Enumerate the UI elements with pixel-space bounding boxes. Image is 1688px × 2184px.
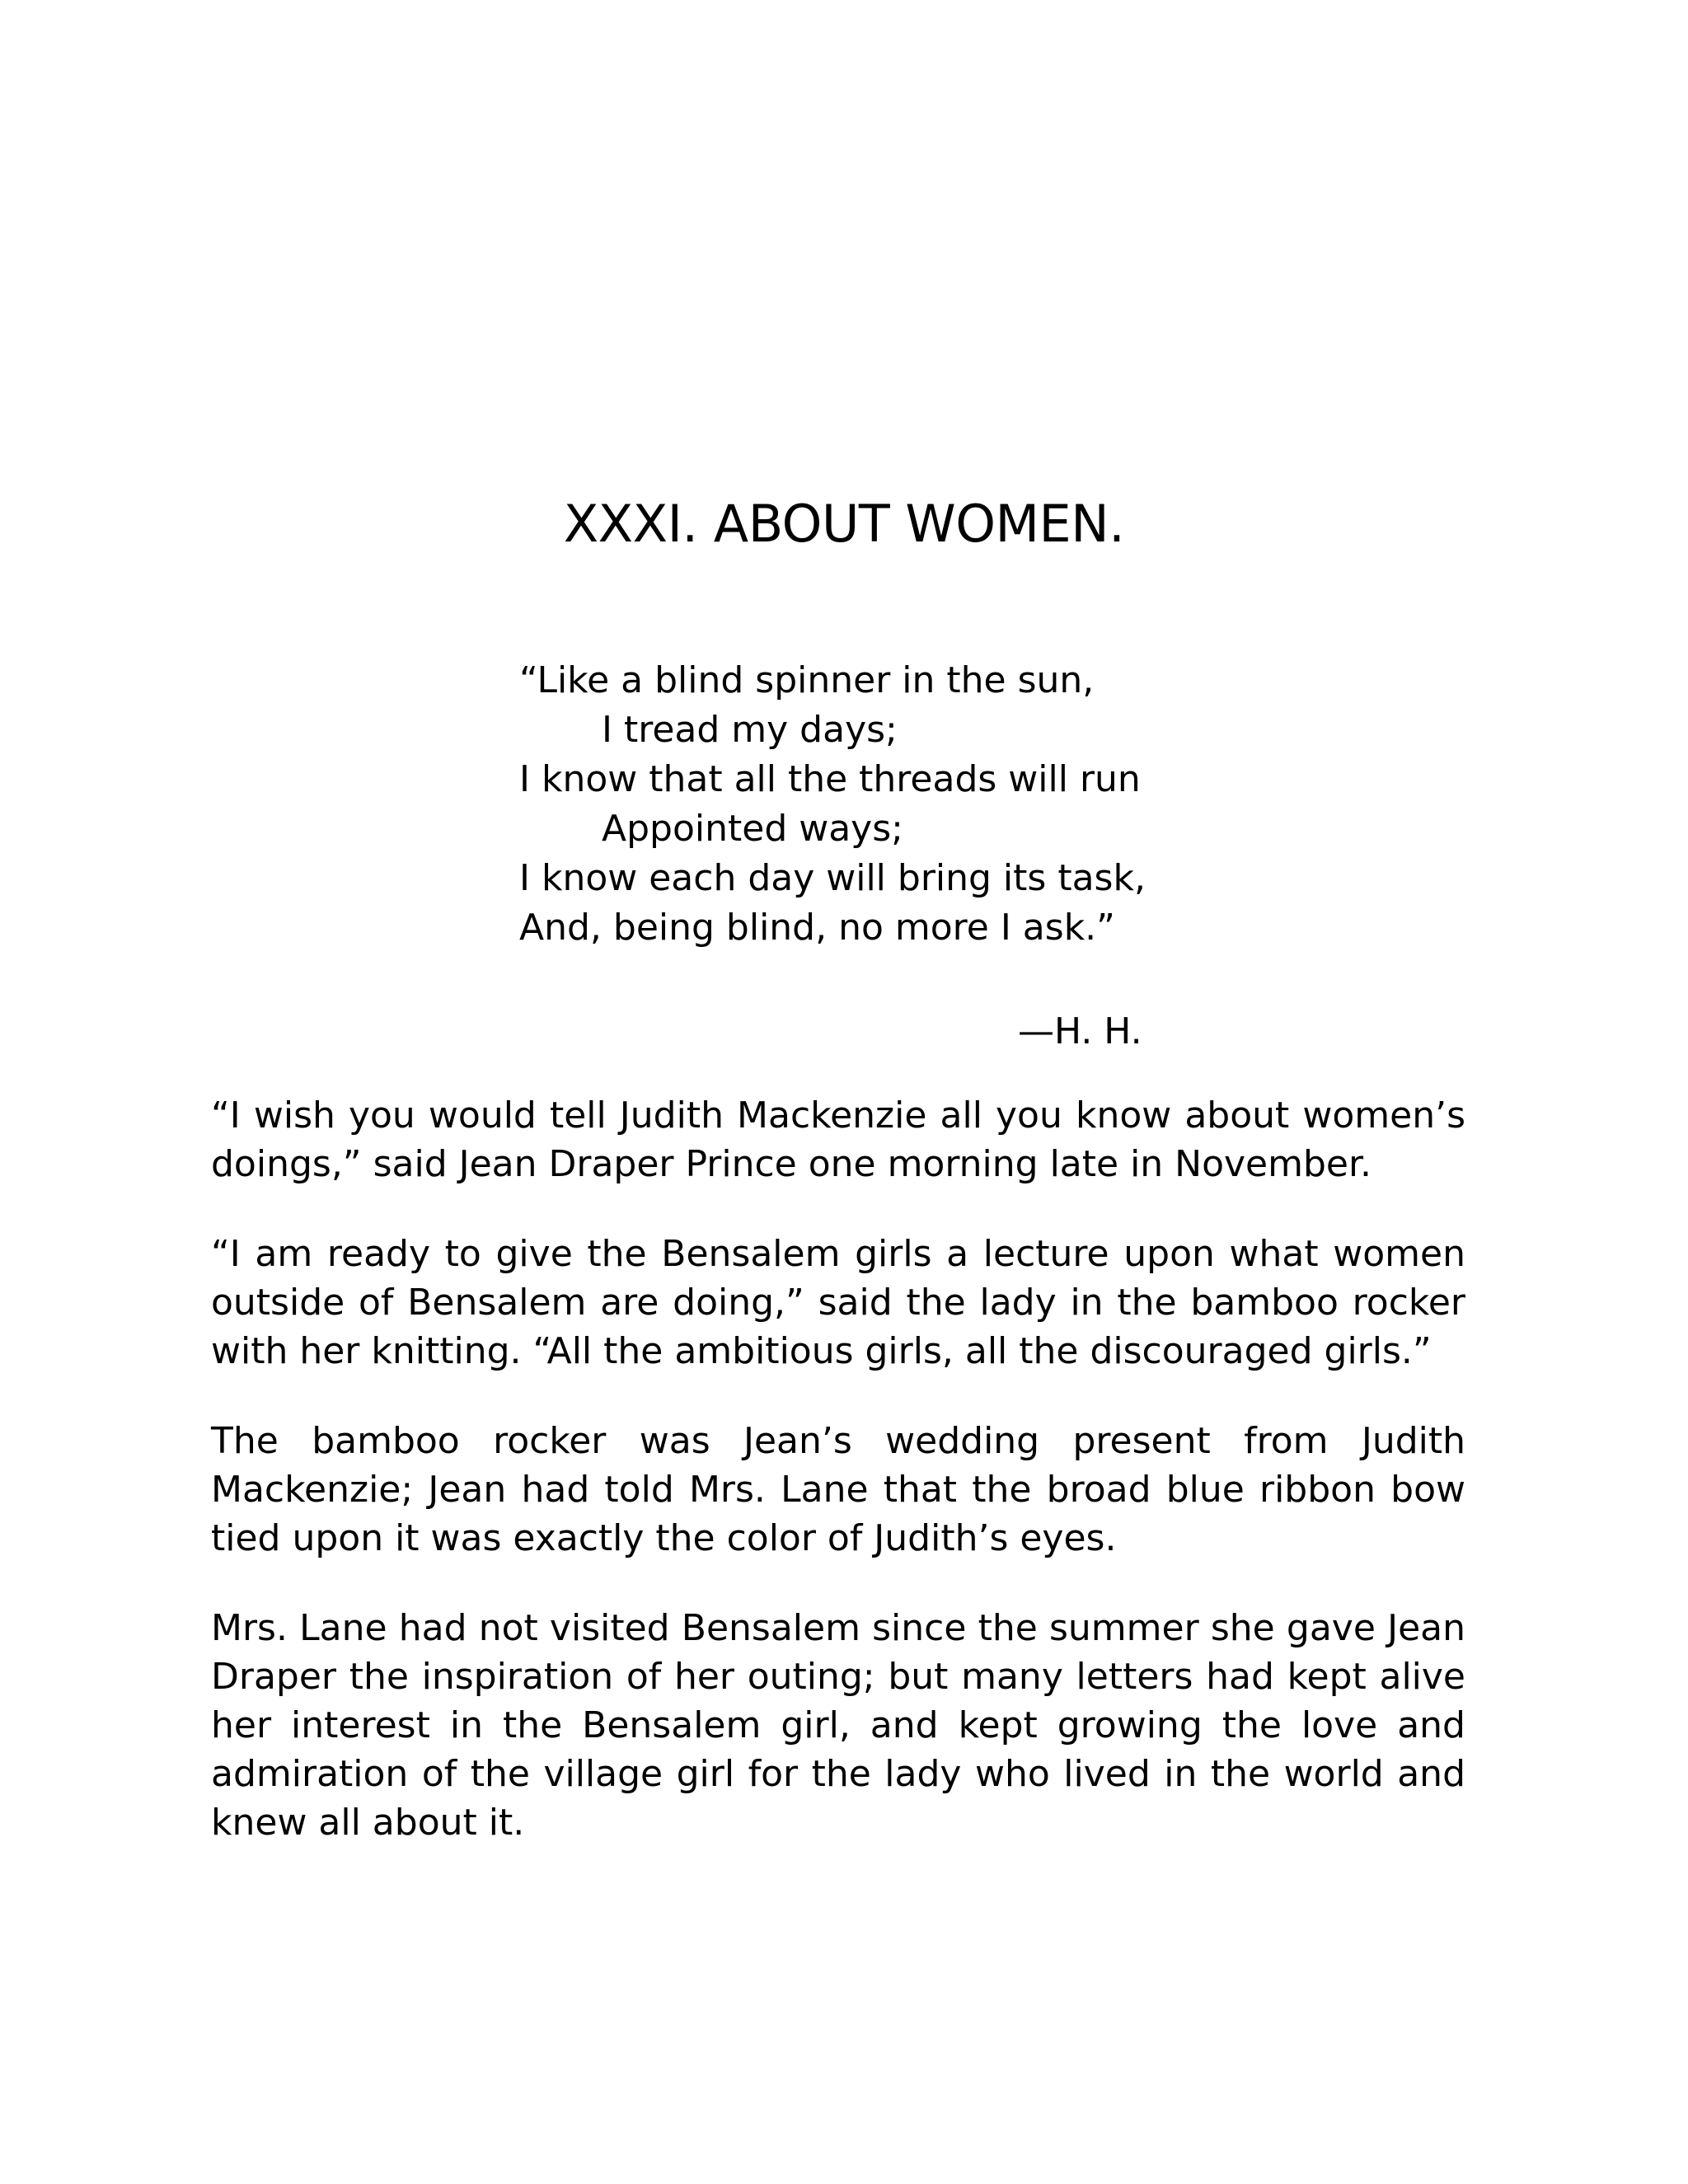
- body-paragraph: “I am ready to give the Bensalem girls a lecture upon what women outside of Bensalem are doing,” said the lady in the bamboo rocker with her knitting. “All the ambitious girls, all the discouraged girls.”: [211, 1233, 1465, 1372]
- epigraph-line: “Like a blind spinner in the sun,: [519, 659, 1095, 701]
- epigraph-line: I tread my days;: [602, 709, 898, 751]
- chapter-title: XXXI. ABOUT WOMEN.: [563, 494, 1125, 554]
- epigraph-poem: [519, 656, 1261, 953]
- body-paragraph: “I wish you would tell Judith Mackenzie all you know about women’s doings,” said Jean Draper Prince one morning late in November.: [211, 1094, 1465, 1185]
- epigraph-attribution: —H. H.: [1018, 1010, 1142, 1052]
- epigraph-line: Appointed ways;: [602, 808, 903, 850]
- epigraph-line: I know each day will bring its task,: [519, 857, 1146, 899]
- body-paragraph: The bamboo rocker was Jean’s wedding present from Judith Mackenzie; Jean had told Mrs. Lane that the broad blue ribbon bow tied upon it was exactly the color of Judith’s eyes.: [211, 1420, 1465, 1559]
- body-paragraph: Mrs. Lane had not visited Bensalem since the summer she gave Jean Draper the inspiration of her outing; but many letters had kept alive her interest in the Bensalem girl, and kept growing the love and admiration of the village girl for the lady who lived in the world and knew all about it.: [211, 1607, 1465, 1844]
- epigraph-line: I know that all the threads will run: [519, 758, 1141, 800]
- chapter-body: [211, 1091, 1465, 1888]
- epigraph-line: And, being blind, no more I ask.”: [519, 907, 1115, 949]
